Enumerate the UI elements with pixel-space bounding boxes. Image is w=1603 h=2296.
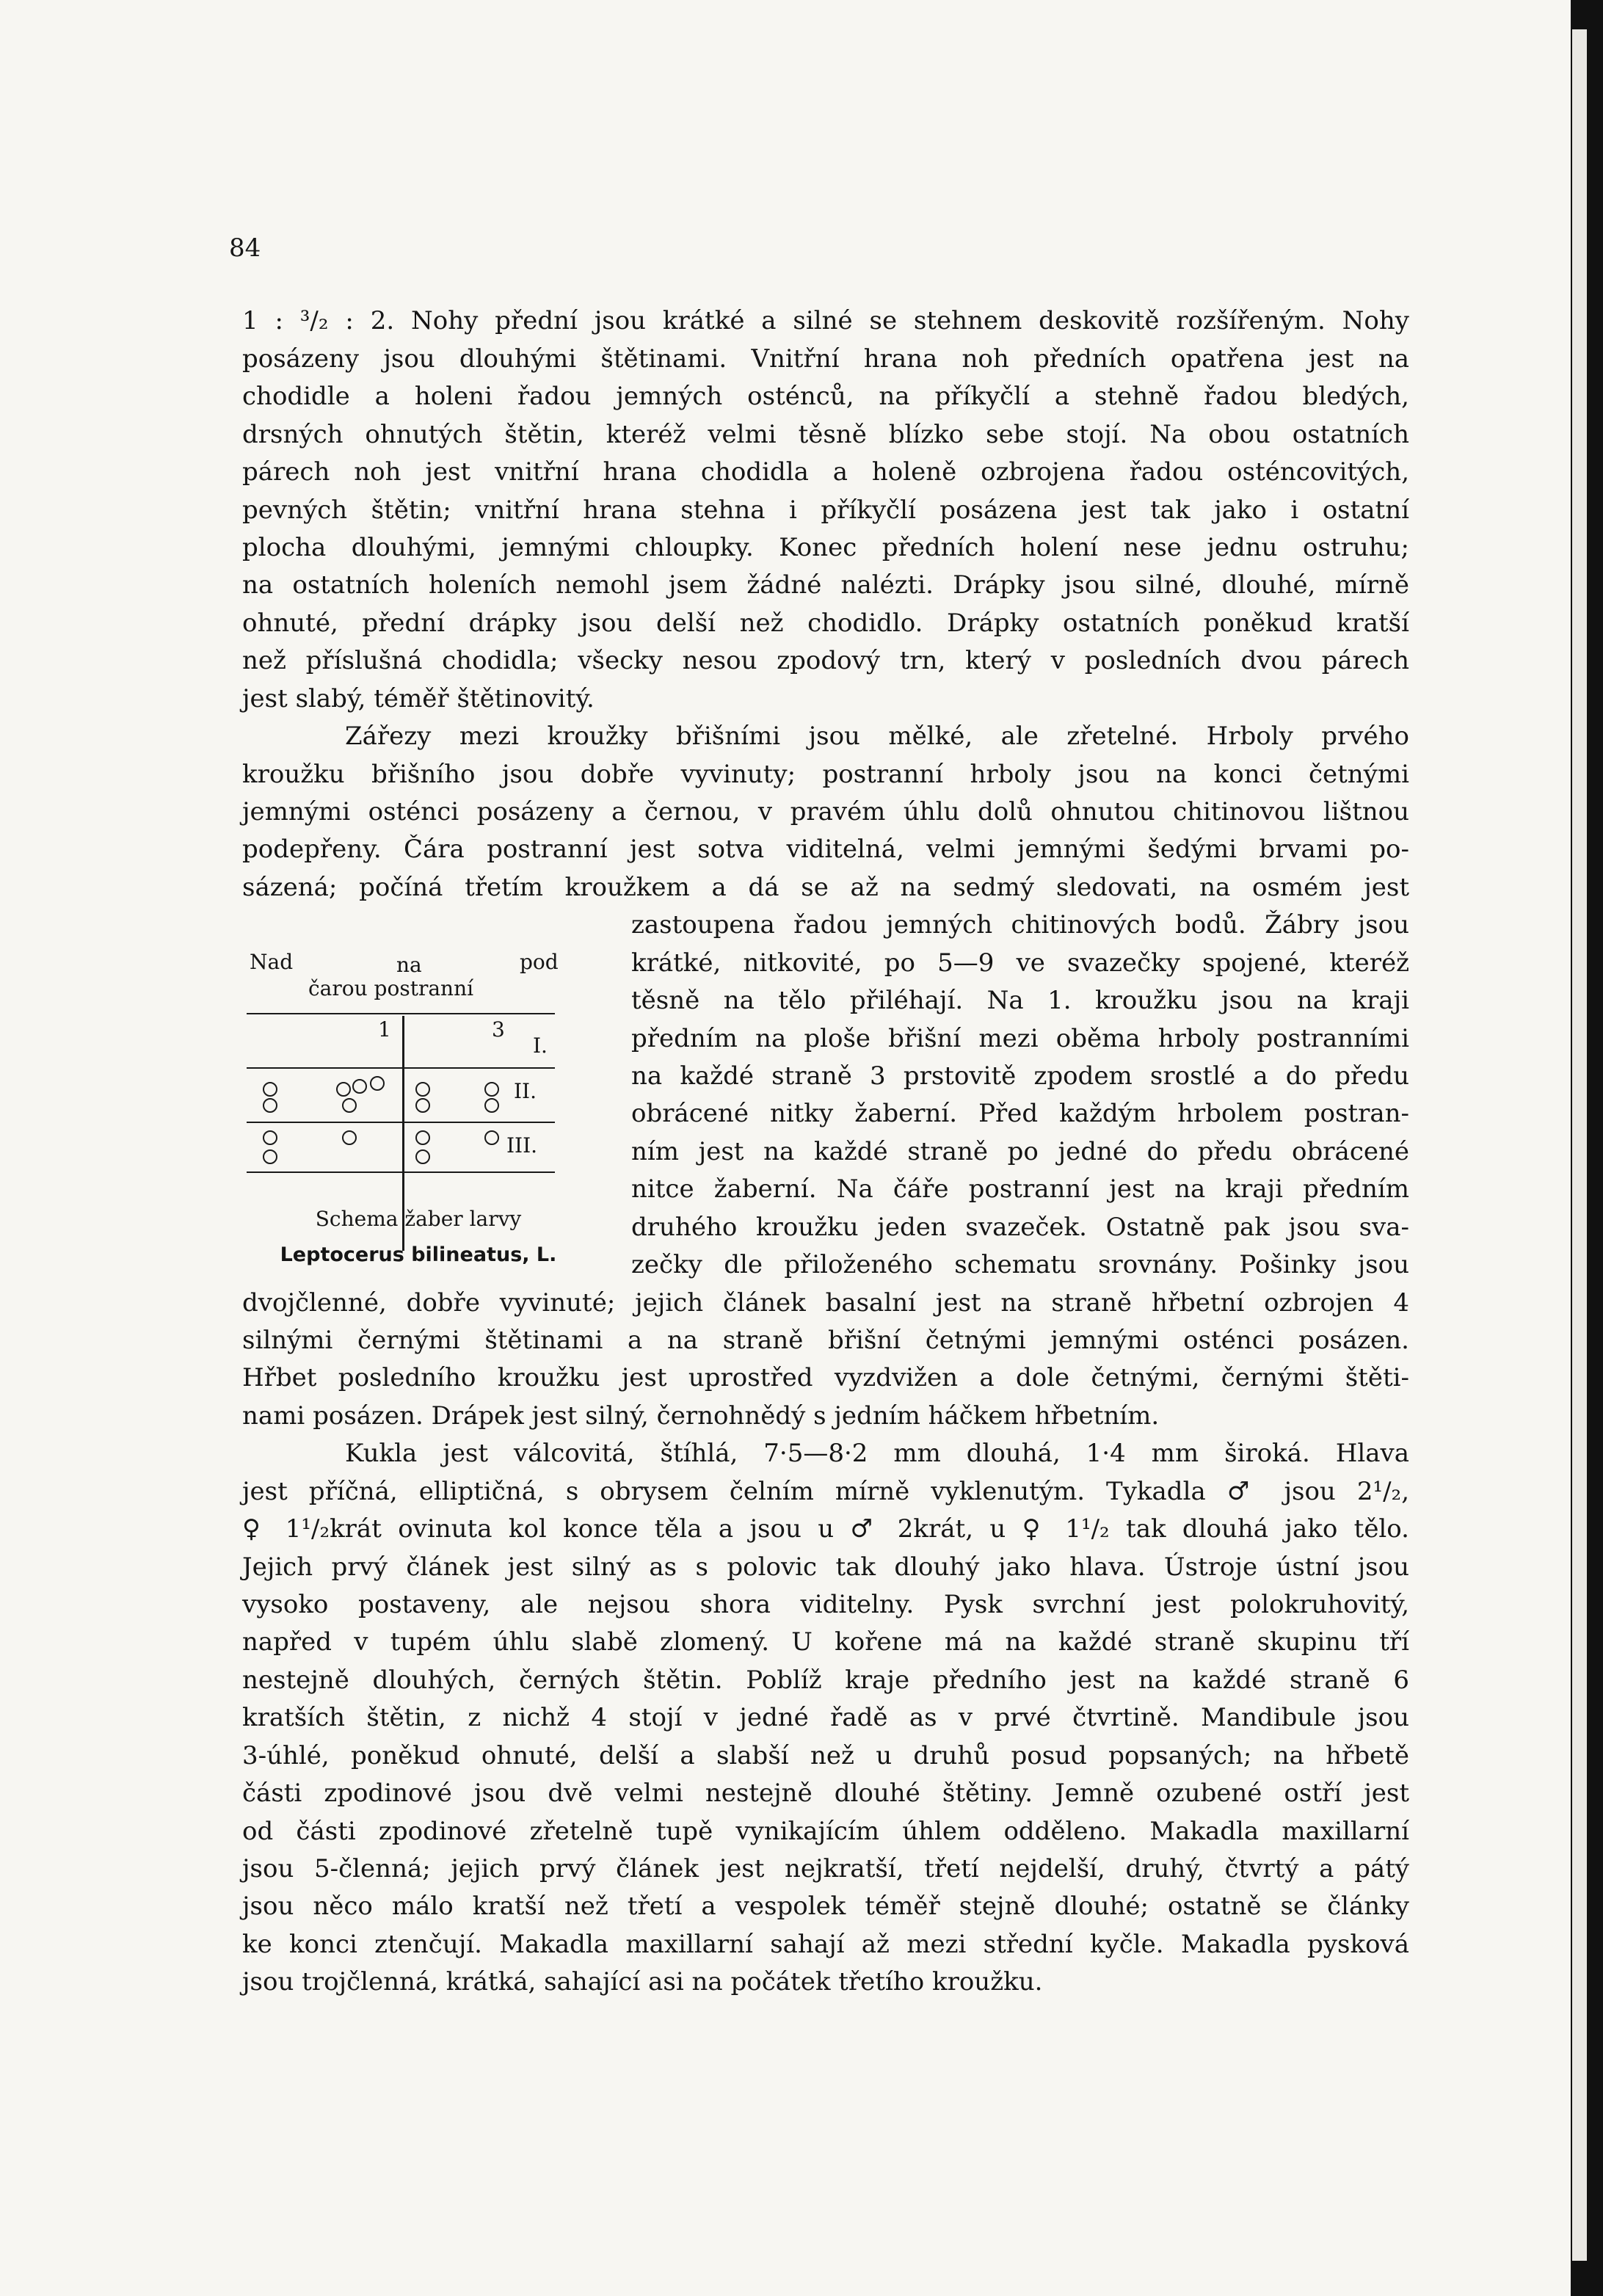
figure-rule-ii — [247, 1122, 555, 1123]
text-line: silnými černými štětinami a na straně břišní četnými jemnými osténci posázen. — [242, 1326, 1409, 1355]
text-line: jest slabý, téměř štětinovitý. — [242, 684, 595, 713]
gill-schema-figure — [242, 942, 609, 1280]
text-line: posázeny jsou dlouhými štětinami. Vnitřní hrana noh předních opatřena jest na — [242, 344, 1409, 374]
text-line: druhého kroužku jeden svazeček. Ostatně pak jsou sva- — [631, 1213, 1409, 1242]
row-label-i: I. — [533, 1033, 548, 1058]
gill-circle — [336, 1082, 351, 1097]
text-line: kroužku břišního jsou dobře vyvinuty; postranní hrboly jsou na konci četnými — [242, 760, 1409, 789]
text-line: 3-úhlé, poněkud ohnuté, delší a slabší než u druhů posud popsaných; na hřbetě — [242, 1741, 1409, 1770]
text-line: vysoko postaveny, ale nejsou shora viditelny. Pysk svrchní jest polokruhovitý, — [242, 1590, 1409, 1619]
figure-head-na: na — [396, 953, 422, 977]
text-line: dvojčlenné, dobře vyvinuté; jejich článek basalní jest na straně hřbetní ozbrojen 4 — [242, 1288, 1409, 1318]
text-line: jsou trojčlenná, krátká, sahající asi na počátek třetího kroužku. — [242, 1967, 1043, 1997]
text-line: jest příčná, elliptičná, s obrysem čelním mírně vyklenutým. Tykadla ♂ jsou 2¹/₂, — [242, 1477, 1409, 1506]
gill-circle — [263, 1130, 277, 1145]
text-line: plocha dlouhými, jemnými chloupky. Konec předních holení nese jednu ostruhu; — [242, 533, 1409, 562]
gill-circle — [342, 1098, 357, 1113]
text-line: ním jest na každé straně po jedné do předu obrácené — [631, 1137, 1409, 1166]
text-line: sázená; počíná třetím kroužkem a dá se až na sedmý sledovati, na osmém jest — [242, 873, 1409, 902]
text-line: chodidle a holeni řadou jemných osténců, na příkyčlí a stehně řadou bledých, — [242, 382, 1409, 411]
figure-caption-species: Leptocerus bilineatus, L. — [280, 1243, 557, 1266]
figure-head-pod: pod — [520, 950, 559, 974]
text-line: těsně na tělo přiléhají. Na 1. kroužku jsou na kraji — [631, 986, 1409, 1015]
text-line: pevných štětin; vnitřní hrana stehna i příkyčlí posázena jest tak jako i ostatní — [242, 495, 1409, 525]
gill-circle — [484, 1098, 499, 1113]
figure-col-1: 1 — [378, 1017, 391, 1042]
text-line: Zářezy mezi kroužky břišními jsou mělké, ale zřetelné. Hrboly prvého — [345, 722, 1409, 751]
text-line: od části zpodinové zřetelně tupě vynikajícím úhlem odděleno. Makadla maxillarní — [242, 1817, 1409, 1846]
text-line: drsných ohnutých štětin, kteréž velmi těsně blízko sebe stojí. Na obou ostatních — [242, 420, 1409, 449]
text-line: nami posázen. Drápek jest silný, černohnědý s jedním háčkem hřbetním. — [242, 1401, 1160, 1431]
text-line: ke konci ztenčují. Makadla maxillarní sahají až mezi střední kyčle. Makadla pysková — [242, 1930, 1409, 1959]
figure-rule-i — [247, 1067, 555, 1069]
text-line: obrácené nitky žaberní. Před každým hrbolem postran- — [631, 1099, 1409, 1128]
text-line: jsou 5-členná; jejich prvý článek jest nejkratší, třetí nejdelší, druhý, čtvrtý a pátý — [242, 1854, 1409, 1883]
figure-head-carou: čarou postranní — [308, 976, 474, 1000]
gill-circle — [263, 1098, 277, 1113]
gill-circle — [415, 1149, 430, 1164]
text-line: na ostatních holeních nemohl jsem žádné nalézti. Drápky jsou silné, dlouhé, mírně — [242, 570, 1409, 600]
text-line: předním na ploše břišní mezi oběma hrboly postranními — [631, 1024, 1409, 1053]
text-line: ohnuté, přední drápky jsou delší než chodidlo. Drápky ostatních poněkud kratší — [242, 608, 1409, 638]
figure-rule-iii — [247, 1171, 555, 1173]
figure-caption-line1: Schema žaber larvy — [315, 1207, 522, 1231]
text-line: jsou něco málo kratší než třetí a vespolek téměř stejně dlouhé; ostatně se články — [242, 1892, 1409, 1921]
text-line: 1 : ³/₂ : 2. Nohy přední jsou krátké a silné se stehnem deskovitě rozšířeným. Nohy — [242, 306, 1409, 335]
gill-circle — [370, 1076, 385, 1091]
text-line: podepřeny. Čára postranní jest sotva viditelná, velmi jemnými šedými brvami po- — [242, 835, 1409, 864]
adjacent-page-strip — [1572, 29, 1587, 2261]
text-line: části zpodinové jsou dvě velmi nestejně dlouhé štětiny. Jemně ozubené ostří jest — [242, 1779, 1409, 1808]
text-line: párech noh jest vnitřní hrana chodidla a holeně ozbrojena řadou osténcovitých, — [242, 457, 1409, 487]
text-line: na každé straně 3 prstovitě zpodem srostlé a do předu — [631, 1061, 1409, 1091]
text-line: zečky dle přiloženého schematu srovnány. Pošinky jsou — [631, 1250, 1409, 1279]
text-line: jemnými osténci posázeny a černou, v pravém úhlu dolů ohnutou chitinovou lištnou — [242, 797, 1409, 827]
text-line: ♀ 1¹/₂krát ovinuta kol konce těla a jsou u ♂ 2krát, u ♀ 1¹/₂ tak dlouhá jako tělo. — [242, 1514, 1409, 1544]
figure-col-3: 3 — [492, 1017, 505, 1042]
text-line: krátké, nitkovité, po 5—9 ve svazečky spojené, kteréž — [631, 948, 1409, 978]
text-line: než příslušná chodidla; všecky nesou zpodový trn, který v posledních dvou párech — [242, 646, 1409, 675]
text-line: Kukla jest válcovitá, štíhlá, 7·5—8·2 mm dlouhá, 1·4 mm široká. Hlava — [345, 1439, 1409, 1468]
text-line: zastoupena řadou jemných chitinových bodů. Žábry jsou — [631, 910, 1409, 940]
text-line: napřed v tupém úhlu slabě zlomený. U kořene má na každé straně skupinu tří — [242, 1627, 1409, 1657]
gill-circle — [484, 1082, 499, 1097]
text-line: nestejně dlouhých, černých štětin. Poblíž kraje předního jest na každé straně 6 — [242, 1665, 1409, 1695]
text-line: nitce žaberní. Na čáře postranní jest na kraji předním — [631, 1174, 1409, 1204]
text-line: Jejich prvý článek jest silný as s polovic tak dlouhý jako hlava. Ústroje ústní jsou — [242, 1552, 1409, 1582]
text-line: kratších štětin, z nichž 4 stojí v jedné řadě as v prvé čtvrtině. Mandibule jsou — [242, 1703, 1409, 1732]
text-line: Hřbet posledního kroužku jest uprostřed vyzdvižen a dole četnými, černými štěti- — [242, 1363, 1409, 1392]
gill-circle — [263, 1149, 277, 1164]
row-label-ii: II. — [514, 1079, 537, 1103]
page-number: 84 — [229, 233, 261, 263]
gill-circle — [484, 1130, 499, 1145]
gill-circle — [352, 1079, 367, 1094]
gill-circle — [263, 1082, 277, 1097]
gill-circle — [415, 1082, 430, 1097]
figure-head-nad: Nad — [250, 950, 294, 974]
gill-circle — [342, 1130, 357, 1145]
row-label-iii: III. — [506, 1133, 538, 1158]
gill-circle — [415, 1130, 430, 1145]
gill-circle — [415, 1098, 430, 1113]
figure-top-rule — [247, 1013, 555, 1014]
